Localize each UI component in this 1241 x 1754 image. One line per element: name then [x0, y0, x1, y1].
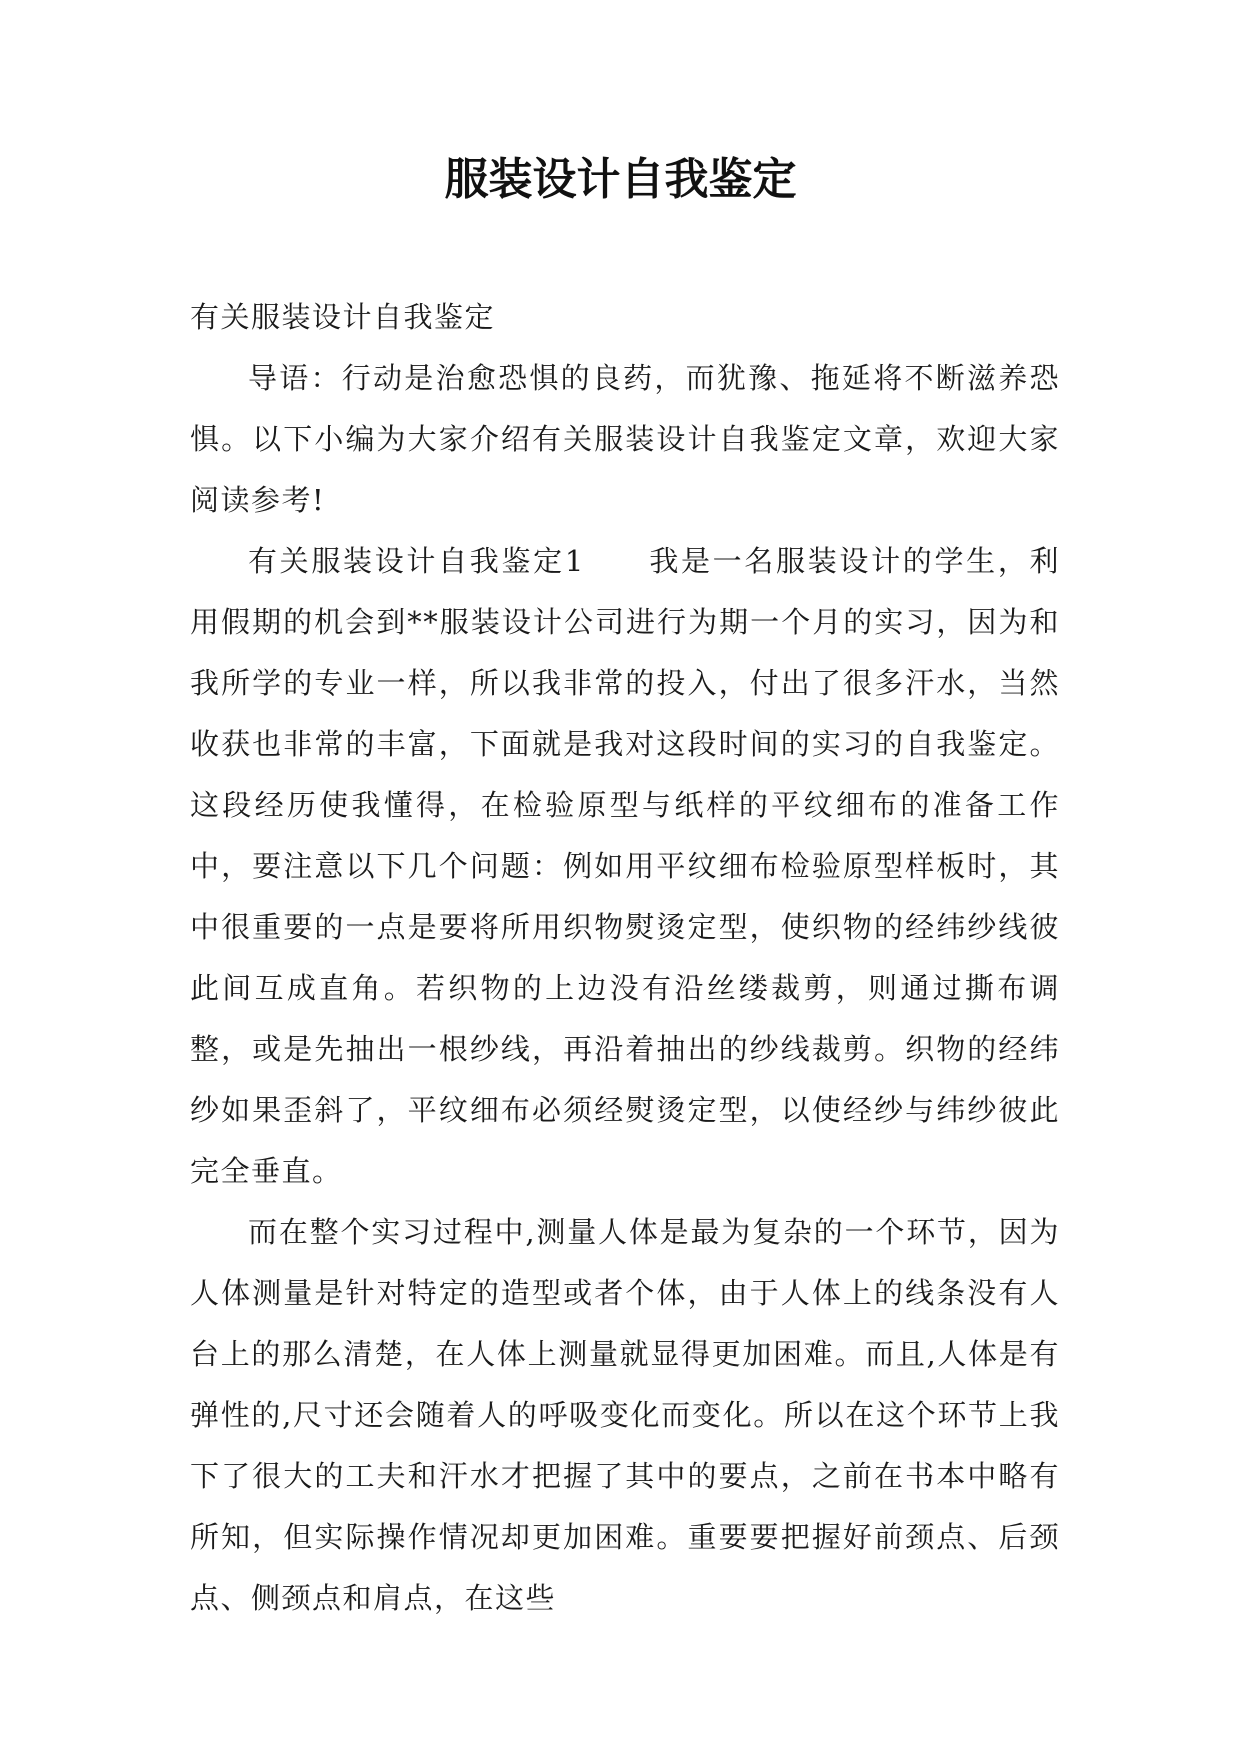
document-subtitle: 有关服装设计自我鉴定: [190, 300, 496, 334]
paragraph-intro: 导语：行动是治愈恐惧的良药，而犹豫、拖延将不断滋养恐惧。以下小编为大家介绍有关服装设计自我鉴定文章，欢迎大家阅读参考!: [190, 361, 1060, 517]
paragraph-2: 而在整个实习过程中,测量人体是最为复杂的一个环节，因为人体测量是针对特定的造型或者个体，由于人体上的线条没有人台上的那么清楚，在人体上测量就显得更加困难。而且,人体是有弹性的,尺寸还会随着人的呼吸变化而变化。所以在这个环节上我下了很大的工夫和汗水才把握了其中的要点，之前在书本中略有所知，但实际操作情况却更加困难。重要要把握好前颈点、后颈点、侧颈点和肩点，在这些: [190, 1215, 1060, 1615]
document-title: 服装设计自我鉴定: [444, 154, 797, 205]
paragraph-1: 有关服装设计自我鉴定1 我是一名服装设计的学生，利用假期的机会到**服装设计公司进行为期一个月的实习，因为和我所学的专业一样，所以我非常的投入，付出了很多汗水，当然收获也非常的丰富，下面就是我对这段时间的实习的自我鉴定。 这段经历使我懂得，在检验原型与纸样的平纹细布的准备工作中，要注意以下几个问题：例如用平纹细布检验原型样板时，其中很重要的一点是要将所用织物熨烫定型，使织物的经纬纱线彼此间互成直角。若织物的上边没有沿丝缕裁剪，则通过撕布调整，或是先抽出一根纱线，再沿着抽出的纱线裁剪。织物的经纬纱如果歪斜了，平纹细布必须经熨烫定型，以使经纱与纬纱彼此完全垂直。: [190, 544, 1060, 1188]
document-body: [190, 287, 1060, 1629]
